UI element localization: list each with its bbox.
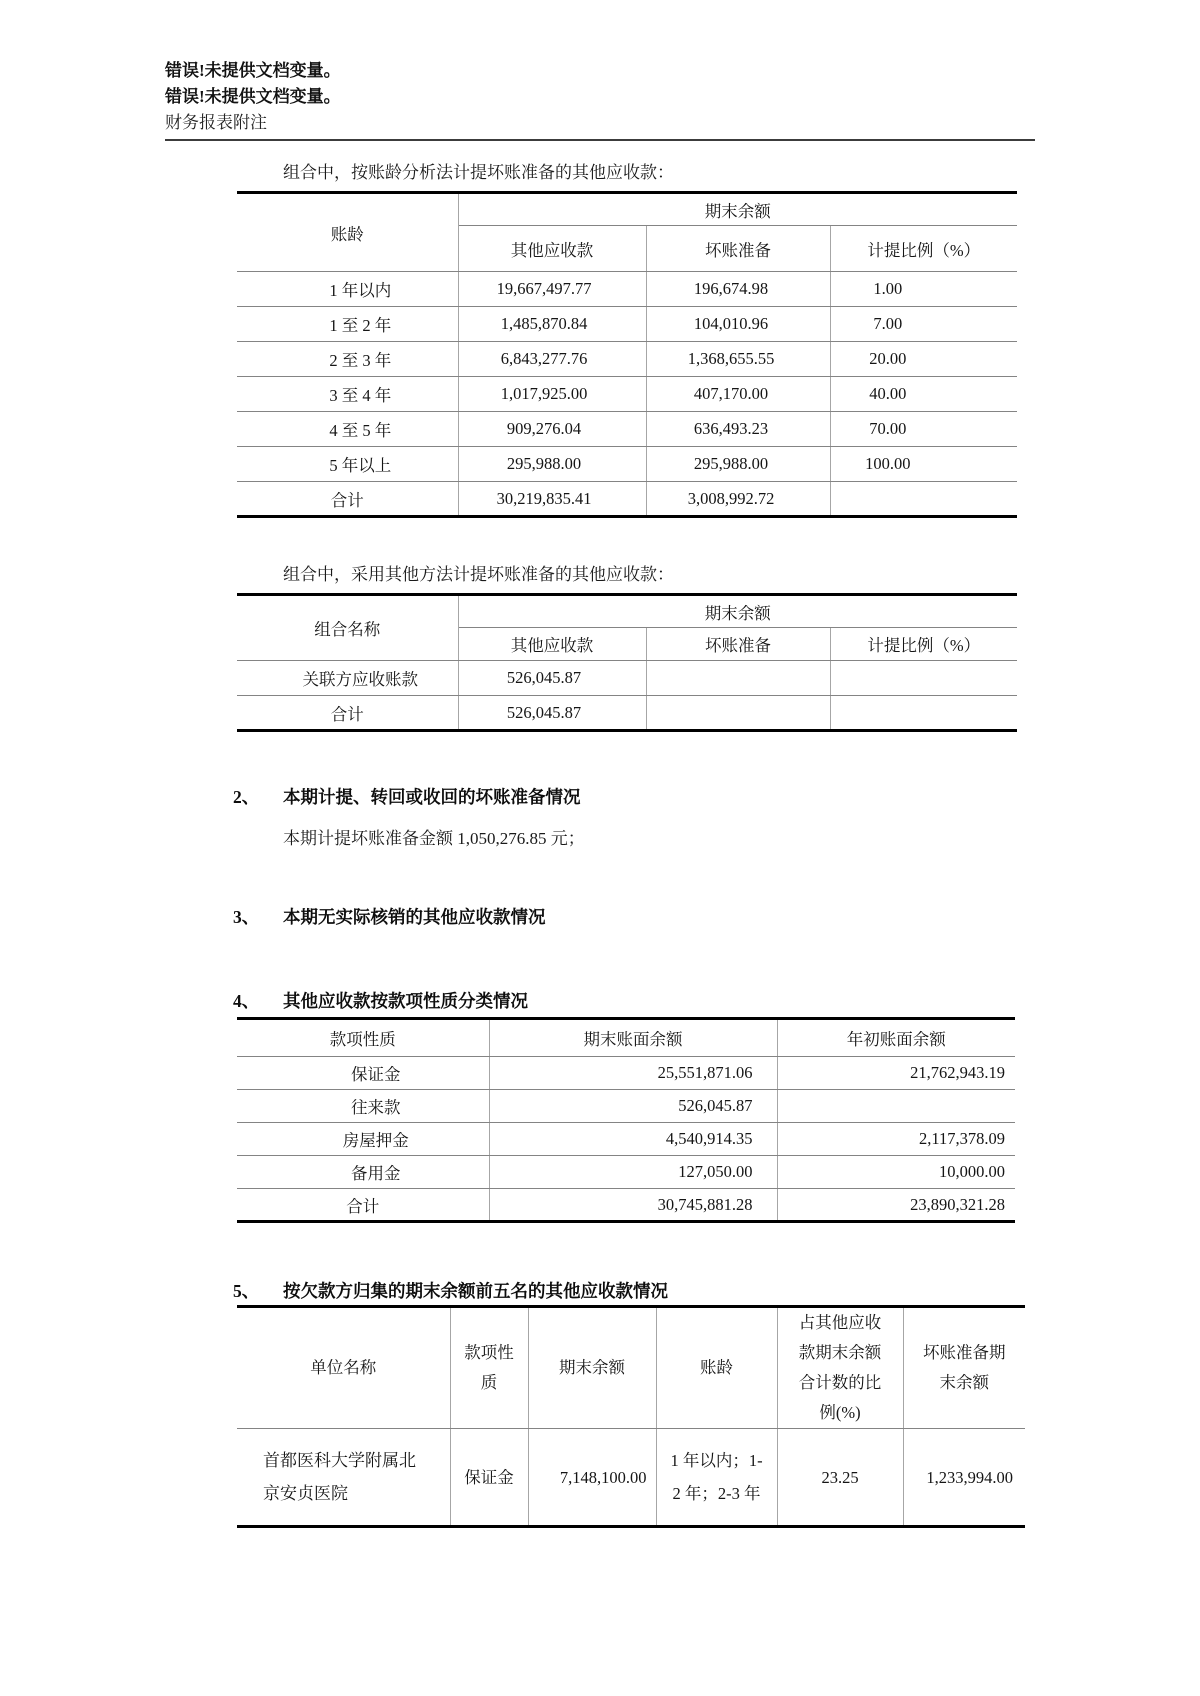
table-row: [237, 661, 1017, 696]
aging-bucket-label: 2 至 3 年: [237, 342, 458, 377]
table-row: [237, 447, 1017, 482]
aging-bucket-label: 1 至 2 年: [237, 307, 458, 342]
aging-bucket-label: 1 年以内: [237, 272, 458, 307]
table-row: [237, 377, 1017, 412]
ratio-cell: 70.00: [830, 412, 1017, 447]
section-number: 3、: [233, 907, 260, 927]
column-header-bad-debt-provision: 坏账准备: [646, 628, 830, 661]
other-method-table-title: 组合中，采用其他方法计提坏账准备的其他应收款：: [283, 565, 674, 584]
table-row: [237, 1057, 1015, 1090]
receivable-amount-cell: 1,017,925.00: [458, 377, 646, 412]
section-2-body: 本期计提坏账准备金额 1,050,276.85 元；: [283, 829, 585, 848]
other-method-table: [237, 593, 1017, 732]
table-row: [237, 1090, 1015, 1123]
aging-bucket-label: 5 年以上: [237, 447, 458, 482]
receivable-amount-cell: 1,485,870.84: [458, 307, 646, 342]
beginning-balance-cell: 10,000.00: [777, 1156, 1015, 1189]
column-header-nature: 款项性质: [450, 1307, 528, 1429]
top-five-debtors-table: [237, 1305, 1025, 1528]
total-receivable-cell: 526,045.87: [458, 696, 646, 731]
header-error-line-2: 错误!未提供文档变量。: [165, 87, 341, 106]
ending-balance-cell: 526,045.87: [489, 1090, 777, 1123]
ratio-cell: 1.00: [830, 272, 1017, 307]
section-2-heading: [233, 785, 1105, 809]
nature-label: 保证金: [237, 1057, 489, 1090]
receivable-amount-cell: 909,276.04: [458, 412, 646, 447]
aging-bucket-label: 3 至 4 年: [237, 377, 458, 412]
total-beginning-balance-cell: 23,890,321.28: [777, 1189, 1015, 1222]
header-divider: [165, 139, 1035, 141]
receivable-amount-cell: 295,988.00: [458, 447, 646, 482]
aging-analysis-table: [237, 191, 1017, 518]
column-header-aging: 账龄: [237, 193, 458, 272]
ending-balance-cell: 127,050.00: [489, 1156, 777, 1189]
column-header-other-receivables: 其他应收款: [458, 628, 646, 661]
section-title: 本期计提、转回或收回的坏账准备情况: [283, 787, 581, 807]
total-label: 合计: [237, 482, 458, 517]
column-group-header-ending-balance: 期末余额: [458, 193, 1017, 226]
provision-amount-cell: 196,674.98: [646, 272, 830, 307]
proportion-cell: 23.25: [777, 1429, 903, 1527]
column-header-provision-ending-balance: 坏账准备期末余额: [903, 1307, 1025, 1429]
column-header-provision-ratio: 计提比例（%）: [830, 226, 1017, 272]
section-3-heading: [233, 905, 1105, 929]
total-ratio-cell: [830, 482, 1017, 517]
nature-cell: 保证金: [450, 1429, 528, 1527]
total-ending-balance-cell: 30,745,881.28: [489, 1189, 777, 1222]
unit-name-cell: 首都医科大学附属北京安贞医院: [237, 1429, 450, 1527]
column-header-beginning-book-balance: 年初账面余额: [777, 1019, 1015, 1057]
table-header-row: [237, 193, 1017, 226]
provision-amount-cell: 295,988.00: [646, 447, 830, 482]
total-provision-cell: [646, 696, 830, 731]
column-group-header-ending-balance: 期末余额: [458, 595, 1017, 628]
section-title: 本期无实际核销的其他应收款情况: [283, 907, 546, 927]
ratio-cell: 100.00: [830, 447, 1017, 482]
provision-cell: 1,233,994.00: [903, 1429, 1025, 1527]
column-header-aging: 账龄: [656, 1307, 777, 1429]
total-ratio-cell: [830, 696, 1017, 731]
total-label: 合计: [237, 1189, 489, 1222]
beginning-balance-cell: 2,117,378.09: [777, 1123, 1015, 1156]
column-header-portfolio-name: 组合名称: [237, 595, 458, 661]
section-number: 5、: [233, 1281, 260, 1301]
document-title: 财务报表附注: [165, 113, 267, 132]
table-row: [237, 412, 1017, 447]
ending-balance-cell: 7,148,100.00: [528, 1429, 656, 1527]
section-title: 其他应收款按款项性质分类情况: [283, 991, 528, 1011]
column-header-provision-ratio: 计提比例（%）: [830, 628, 1017, 661]
table-total-row: [237, 482, 1017, 517]
column-header-nature: 款项性质: [237, 1019, 489, 1057]
total-label: 合计: [237, 696, 458, 731]
section-number: 4、: [233, 991, 260, 1011]
ratio-cell: 20.00: [830, 342, 1017, 377]
portfolio-name-label: 关联方应收账款: [237, 661, 458, 696]
nature-classification-table: [237, 1017, 1015, 1223]
nature-label: 房屋押金: [237, 1123, 489, 1156]
table-row: [237, 1123, 1015, 1156]
table-row: [237, 342, 1017, 377]
table-row: [237, 272, 1017, 307]
ratio-cell: 40.00: [830, 377, 1017, 412]
table-row: [237, 1156, 1015, 1189]
table-row: [237, 1429, 1025, 1527]
table-total-row: [237, 696, 1017, 731]
section-title: 按欠款方归集的期末余额前五名的其他应收款情况: [283, 1281, 668, 1301]
column-header-ending-balance: 期末余额: [528, 1307, 656, 1429]
nature-label: 备用金: [237, 1156, 489, 1189]
nature-label: 往来款: [237, 1090, 489, 1123]
table-header-row: [237, 595, 1017, 628]
aging-table-title: 组合中，按账龄分析法计提坏账准备的其他应收款：: [283, 163, 674, 182]
total-provision-cell: 3,008,992.72: [646, 482, 830, 517]
aging-bucket-label: 4 至 5 年: [237, 412, 458, 447]
table-header-row: [237, 1307, 1025, 1429]
header-error-line-1: 错误!未提供文档变量。: [165, 61, 341, 80]
provision-amount-cell: 636,493.23: [646, 412, 830, 447]
ending-balance-cell: 25,551,871.06: [489, 1057, 777, 1090]
provision-amount-cell: 104,010.96: [646, 307, 830, 342]
table-row: [237, 307, 1017, 342]
provision-amount-cell: [646, 661, 830, 696]
column-header-other-receivables: 其他应收款: [458, 226, 646, 272]
receivable-amount-cell: 526,045.87: [458, 661, 646, 696]
table-header-row: [237, 1019, 1015, 1057]
column-header-unit-name: 单位名称: [237, 1307, 450, 1429]
total-receivable-cell: 30,219,835.41: [458, 482, 646, 517]
section-number: 2、: [233, 787, 260, 807]
section-5-heading: [233, 1279, 1105, 1303]
ending-balance-cell: 4,540,914.35: [489, 1123, 777, 1156]
ratio-cell: [830, 661, 1017, 696]
receivable-amount-cell: 6,843,277.76: [458, 342, 646, 377]
section-4-heading: [233, 989, 1105, 1013]
column-header-proportion: 占其他应收款期末余额合计数的比例(%): [777, 1307, 903, 1429]
column-header-ending-book-balance: 期末账面余额: [489, 1019, 777, 1057]
beginning-balance-cell: 21,762,943.19: [777, 1057, 1015, 1090]
aging-cell: 1 年以内；1-2 年；2-3 年: [656, 1429, 777, 1527]
table-total-row: [237, 1189, 1015, 1222]
document-header: [165, 58, 1105, 141]
beginning-balance-cell: [777, 1090, 1015, 1123]
receivable-amount-cell: 19,667,497.77: [458, 272, 646, 307]
column-header-bad-debt-provision: 坏账准备: [646, 226, 830, 272]
ratio-cell: 7.00: [830, 307, 1017, 342]
provision-amount-cell: 1,368,655.55: [646, 342, 830, 377]
provision-amount-cell: 407,170.00: [646, 377, 830, 412]
